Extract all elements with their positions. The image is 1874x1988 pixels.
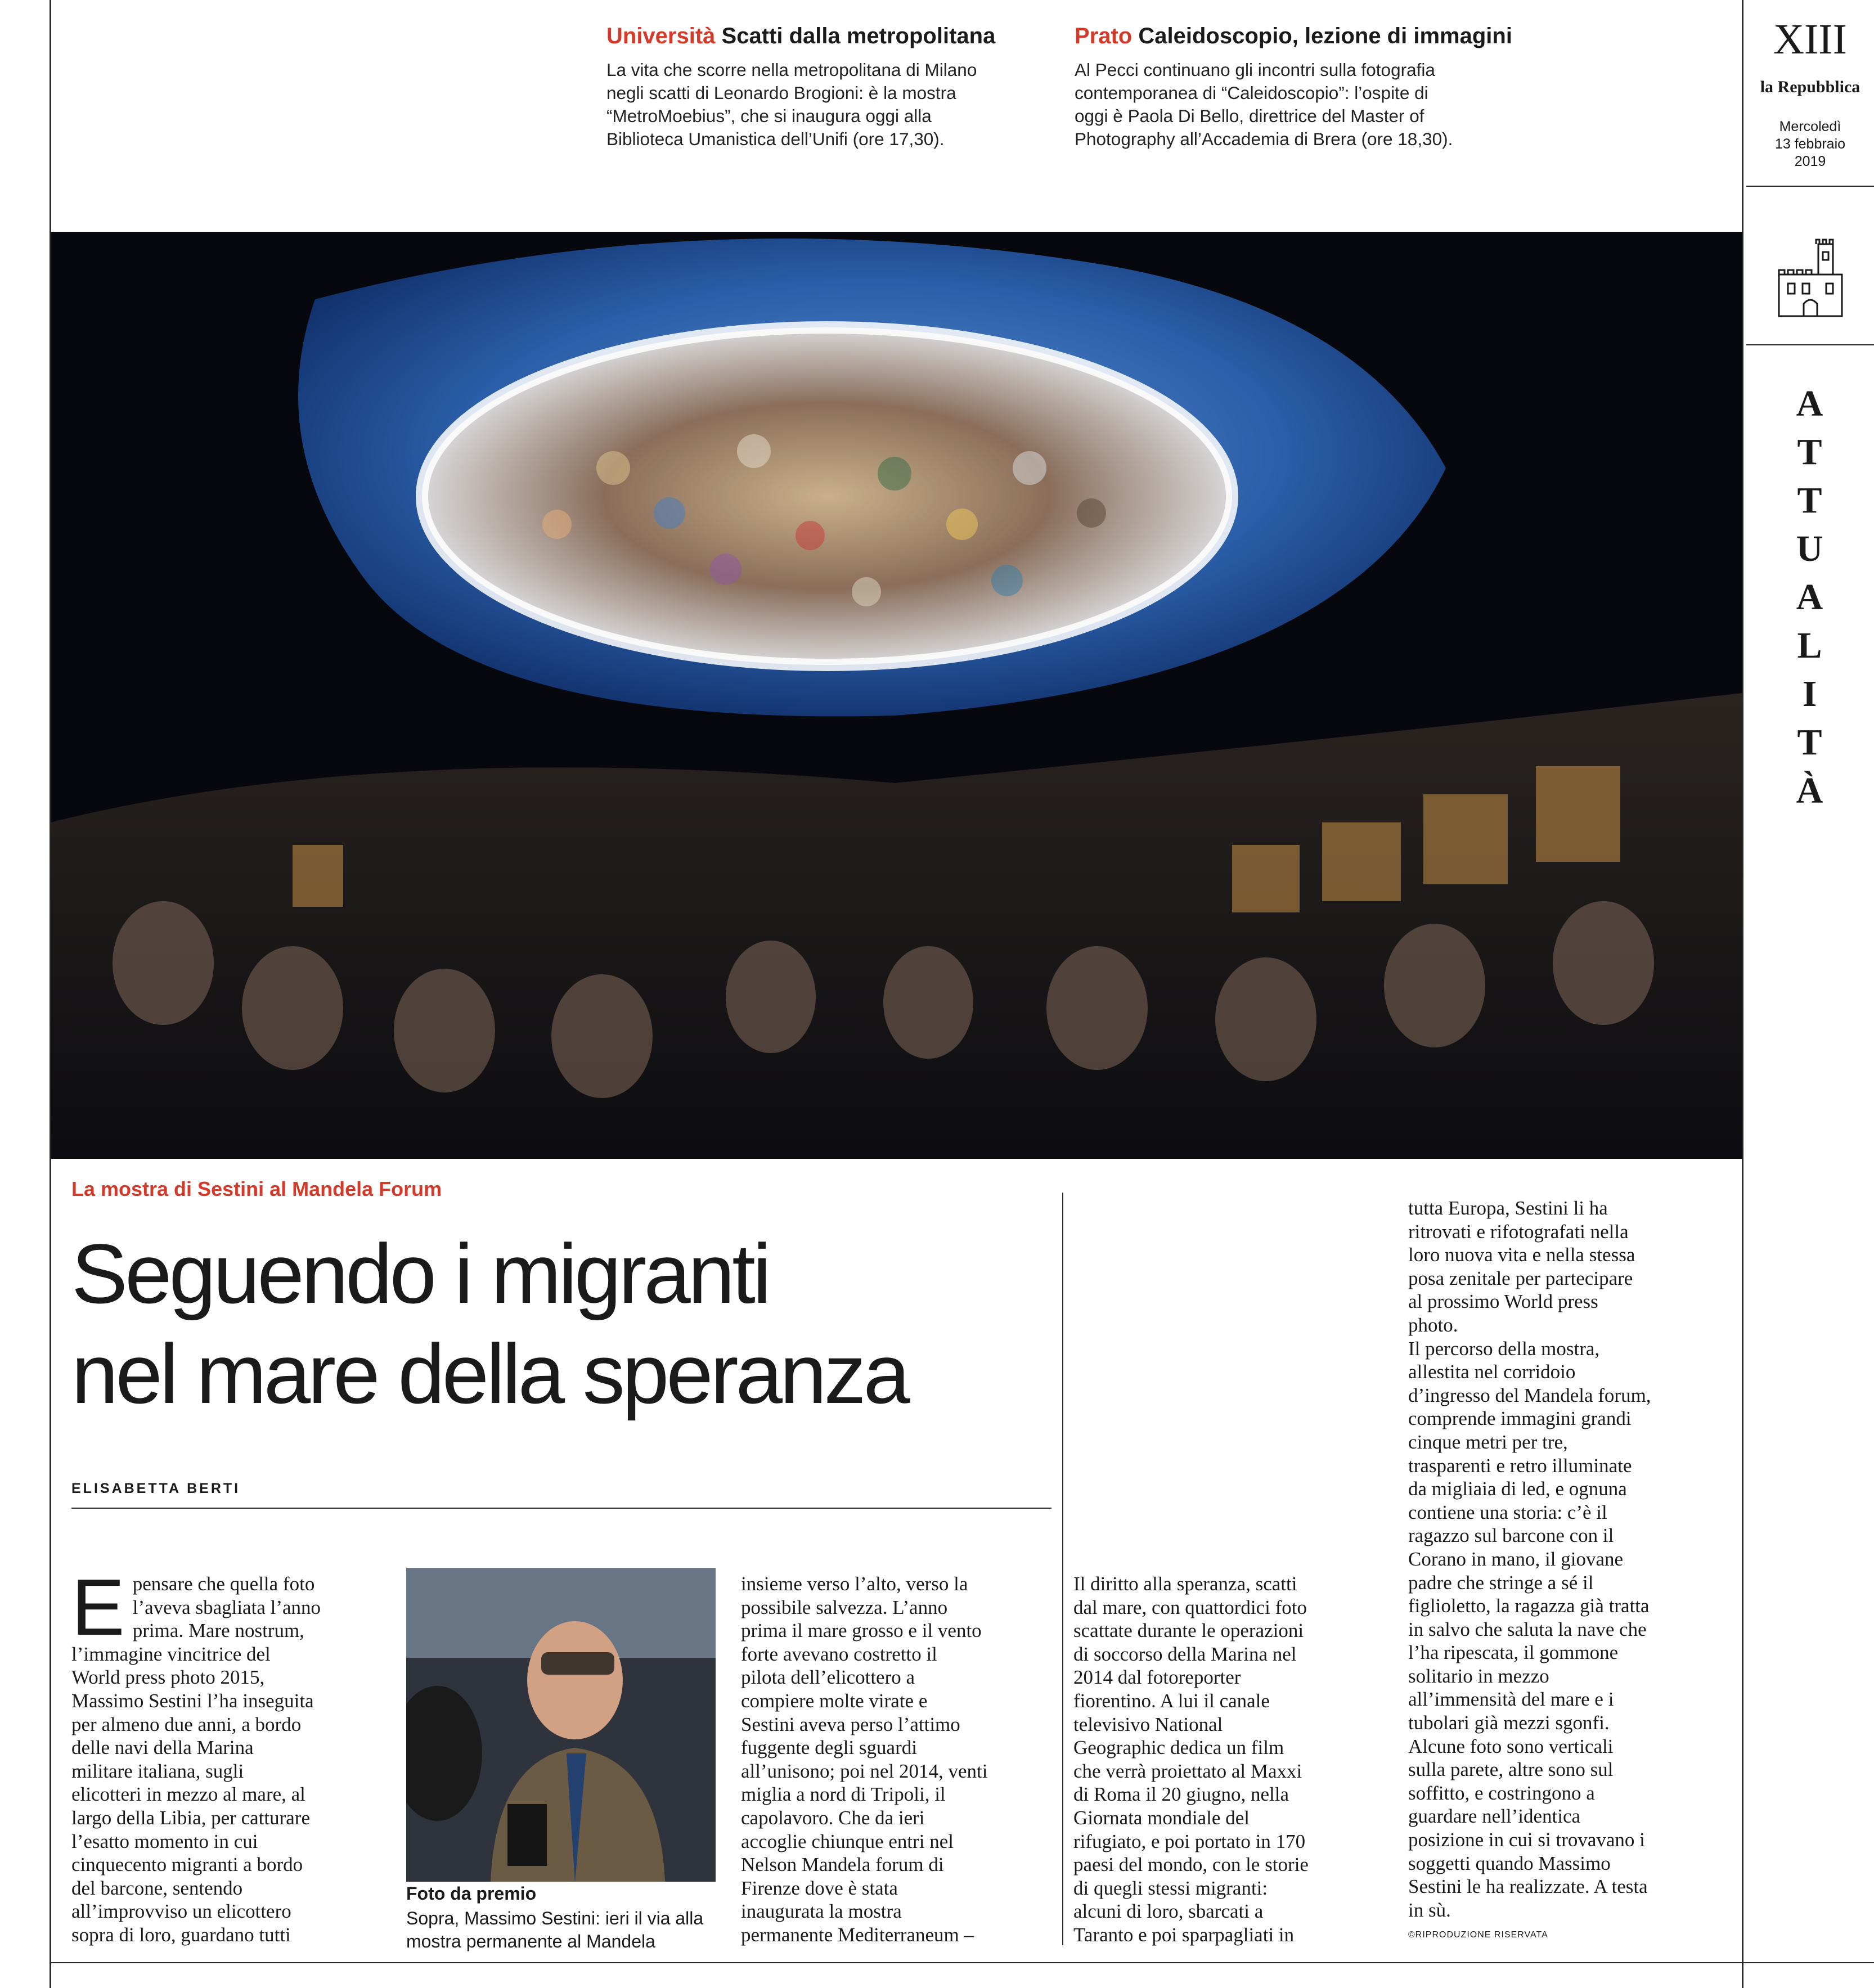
brief-body bbox=[606, 59, 1040, 151]
inset-photo-illustration bbox=[406, 1568, 716, 1882]
inset-photo bbox=[406, 1568, 716, 1882]
body-line: comprende immagini grandi bbox=[1408, 1407, 1632, 1430]
brief-line: negli scatti di Leonardo Brogioni: è la mostra bbox=[606, 83, 956, 103]
section-label bbox=[1746, 380, 1874, 815]
body-line: solitario in mezzo bbox=[1408, 1665, 1549, 1687]
section-letter: T bbox=[1797, 480, 1823, 521]
brief-line: La vita che scorre nella metropolitana di Milano bbox=[606, 60, 977, 80]
article-tag: La mostra di Sestini al Mandela Forum bbox=[71, 1177, 442, 1200]
body-line: capolavoro. Che da ieri bbox=[741, 1806, 925, 1829]
body-line: guardare nell’identica bbox=[1408, 1805, 1581, 1828]
body-line: permanente Mediterraneum – bbox=[741, 1923, 974, 1946]
brief-title bbox=[606, 20, 1040, 52]
caption-text bbox=[406, 1907, 721, 1953]
florence-palazzo-icon bbox=[1771, 236, 1850, 320]
body-line: pilota dell’elicottero a bbox=[741, 1666, 915, 1689]
body-line: di soccorso della Marina nel bbox=[1073, 1643, 1297, 1665]
byline-rule bbox=[71, 1508, 1051, 1509]
body-line: figlioletto, la ragazza già tratta bbox=[1408, 1595, 1650, 1617]
body-line: all’unisono; poi nel 2014, venti bbox=[741, 1760, 988, 1782]
body-column-3 bbox=[1073, 1572, 1388, 1947]
brief-line: “MetroMoebius”, che si inaugura oggi alla bbox=[606, 106, 932, 126]
body-line: al prossimo World press bbox=[1408, 1290, 1598, 1313]
body-line: photo. bbox=[1408, 1314, 1458, 1336]
body-line: prima. Mare nostrum, bbox=[132, 1620, 304, 1642]
brief-body bbox=[1075, 59, 1508, 151]
body-line: di Roma il 20 giugno, nella bbox=[1073, 1783, 1289, 1806]
body-line: alcuni di loro, sbarcati a bbox=[1073, 1900, 1264, 1923]
headline-line: nel mare della speranza bbox=[71, 1326, 907, 1421]
body-line: Sestini aveva perso l’attimo bbox=[741, 1713, 960, 1735]
section-letter: T bbox=[1797, 722, 1823, 763]
brief-universita bbox=[606, 20, 1040, 151]
body-line: posa zenitale per partecipare bbox=[1408, 1267, 1633, 1289]
date-line: 2019 bbox=[1794, 154, 1826, 169]
body-line: 2014 dal fotoreporter bbox=[1073, 1666, 1241, 1689]
date-line: Mercoledì bbox=[1779, 119, 1841, 134]
body-line: televisivo National bbox=[1073, 1713, 1223, 1735]
body-line: tutta Europa, Sestini li ha bbox=[1408, 1197, 1608, 1219]
body-column-1 bbox=[71, 1563, 389, 1947]
headline-line: Seguendo i migranti bbox=[71, 1226, 769, 1321]
body-line: padre che stringe a sé il bbox=[1408, 1571, 1594, 1594]
body-line: ragazzo sul barcone con il bbox=[1408, 1524, 1614, 1547]
body-line: pensare che quella foto bbox=[132, 1573, 315, 1595]
body-line: cinquecento migranti a bordo bbox=[71, 1854, 303, 1876]
body-line: militare italiana, sugli bbox=[71, 1760, 244, 1782]
newspaper-name: la Repubblica bbox=[1760, 78, 1860, 96]
body-line: di quegli stessi migranti: bbox=[1073, 1877, 1268, 1899]
body-line: l’ha ripescata, il gommone bbox=[1408, 1641, 1619, 1664]
body-line: dal mare, con quattordici foto bbox=[1073, 1596, 1307, 1618]
brief-line: contemporanea di “Caleidoscopio”: l’ospite di bbox=[1075, 83, 1428, 103]
section-letter: L bbox=[1797, 625, 1823, 666]
brief-title-text: Caleidoscopio, lezione di immagini bbox=[1138, 24, 1512, 48]
body-line: Giornata mondiale del bbox=[1073, 1806, 1250, 1829]
body-line: Il percorso della mostra, bbox=[1408, 1337, 1600, 1360]
dropcap: E bbox=[71, 1563, 125, 1652]
body-line: soffitto, e costringono a bbox=[1408, 1782, 1595, 1804]
body-line: rifugiato, e poi portato in 170 bbox=[1073, 1830, 1306, 1852]
section-letter: T bbox=[1797, 431, 1823, 473]
body-line: Massimo Sestini l’ha inseguita bbox=[71, 1689, 314, 1712]
page-number: XIII bbox=[1773, 16, 1847, 63]
masthead-rule-2 bbox=[1746, 344, 1874, 345]
body-line: inaugurata la mostra bbox=[741, 1900, 902, 1923]
body-line: d’ingresso del Mandela forum, bbox=[1408, 1384, 1651, 1406]
body-line: cinque metri per tre, bbox=[1408, 1431, 1568, 1453]
brief-line: Biblioteca Umanistica dell’Unifi (ore 17,30). bbox=[606, 129, 945, 149]
body-line: per almeno due anni, a bordo bbox=[71, 1713, 302, 1735]
body-line: loro nuova vita e nella stessa bbox=[1408, 1244, 1635, 1266]
body-line: tubolari già mezzi sgonfi. bbox=[1408, 1712, 1610, 1734]
masthead-rule-1 bbox=[1746, 186, 1874, 187]
date-line: 13 febbraio bbox=[1774, 136, 1846, 152]
body-line: miglia a nord di Tripoli, il bbox=[741, 1783, 946, 1806]
column-rule bbox=[1062, 1193, 1063, 1945]
body-line: Il diritto alla speranza, scatti bbox=[1073, 1573, 1297, 1595]
brief-kicker: Prato bbox=[1075, 24, 1133, 48]
body-line: Firenze dove è stata bbox=[741, 1877, 898, 1899]
body-line: all’improvviso un elicottero bbox=[71, 1900, 291, 1923]
body-column-2 bbox=[741, 1572, 1056, 1947]
brief-title bbox=[1075, 20, 1512, 52]
section-letter: A bbox=[1796, 383, 1824, 424]
body-line: accoglie chiunque entri nel bbox=[741, 1830, 954, 1852]
byline: ELISABETTA BERTI bbox=[71, 1481, 241, 1496]
body-line: elicotteri in mezzo al mare, al bbox=[71, 1783, 305, 1806]
caption-line: mostra permanente al Mandela bbox=[406, 1931, 655, 1951]
body-line: contiene una storia: c’è il bbox=[1408, 1501, 1607, 1523]
main-photo bbox=[51, 232, 1742, 1159]
body-line: delle navi della Marina bbox=[71, 1737, 254, 1759]
headline bbox=[71, 1224, 1033, 1424]
body-line: trasparenti e retro illuminate bbox=[1408, 1454, 1632, 1477]
caption-line: Sopra, Massimo Sestini: ieri il via alla bbox=[406, 1908, 704, 1928]
body-line: da migliaia di led, e ognuna bbox=[1408, 1478, 1627, 1500]
brief-line: Al Pecci continuano gli incontri sulla fotografia bbox=[1075, 60, 1435, 80]
body-line: Corano in mano, il giovane bbox=[1408, 1548, 1624, 1570]
publication-date bbox=[1746, 118, 1874, 170]
body-line: forte avevano costretto il bbox=[741, 1643, 937, 1665]
brief-kicker: Università bbox=[606, 24, 716, 48]
section-letter: À bbox=[1796, 770, 1824, 811]
body-column-4 bbox=[1408, 1197, 1737, 1922]
brief-prato bbox=[1075, 20, 1512, 151]
body-line: Taranto e poi sparpagliati in bbox=[1073, 1923, 1295, 1946]
body-line: l’esatto momento in cui bbox=[71, 1830, 258, 1852]
body-line: Alcune foto sono verticali bbox=[1408, 1735, 1614, 1757]
body-line: che verrà proiettato al Maxxi bbox=[1073, 1760, 1302, 1782]
body-line: fuggente degli sguardi bbox=[741, 1737, 917, 1759]
body-line: ritrovati e rifotografati nella bbox=[1408, 1220, 1629, 1243]
section-letter: A bbox=[1796, 577, 1824, 618]
body-line: compiere molte virate e bbox=[741, 1689, 928, 1712]
body-line: World press photo 2015, bbox=[71, 1666, 265, 1689]
main-photo-illustration bbox=[51, 232, 1742, 1159]
body-line: all’immensità del mare e i bbox=[1408, 1688, 1614, 1711]
body-line: l’aveva sbagliata l’anno bbox=[132, 1596, 321, 1618]
body-line: Geographic dedica un film bbox=[1073, 1737, 1284, 1759]
body-line: Sestini le ha realizzate. A testa bbox=[1408, 1875, 1648, 1898]
body-line: sulla parete, altre sono sul bbox=[1408, 1758, 1614, 1781]
bottom-frame-rule bbox=[51, 1962, 1874, 1963]
brief-line: oggi è Paola Di Bello, direttrice del Master of bbox=[1075, 106, 1424, 126]
body-line: in salvo che saluta la nave che bbox=[1408, 1618, 1647, 1640]
body-line: scattate durante le operazioni bbox=[1073, 1620, 1304, 1642]
brief-line: Photography all’Accademia di Brera (ore 18,30). bbox=[1075, 129, 1453, 149]
body-line: paesi del mondo, con le storie bbox=[1073, 1854, 1309, 1876]
body-line: l’immagine vincitrice del bbox=[71, 1643, 271, 1665]
copyright-note: ©RIPRODUZIONE RISERVATA bbox=[1408, 1930, 1548, 1940]
body-line: Nelson Mandela forum di bbox=[741, 1854, 944, 1876]
body-line: possibile salvezza. L’anno bbox=[741, 1596, 948, 1618]
body-line: prima il mare grosso e il vento bbox=[741, 1620, 982, 1642]
body-line: fiorentino. A lui il canale bbox=[1073, 1689, 1270, 1712]
brief-title-text: Scatti dalla metropolitana bbox=[721, 24, 996, 48]
caption-title: Foto da premio bbox=[406, 1883, 537, 1904]
section-letter: I bbox=[1802, 673, 1818, 714]
body-line: largo della Libia, per catturare bbox=[71, 1806, 310, 1829]
body-line: in sù. bbox=[1408, 1899, 1451, 1921]
body-line: soggetti quando Massimo bbox=[1408, 1852, 1611, 1874]
body-line: insieme verso l’alto, verso la bbox=[741, 1573, 968, 1595]
body-line: sopra di loro, guardano tutti bbox=[71, 1923, 291, 1946]
body-line: allestita nel corridoio bbox=[1408, 1361, 1576, 1383]
body-line: posizione in cui si trovavano i bbox=[1408, 1829, 1645, 1851]
body-line: del barcone, sentendo bbox=[71, 1877, 243, 1899]
section-letter: U bbox=[1796, 528, 1824, 569]
